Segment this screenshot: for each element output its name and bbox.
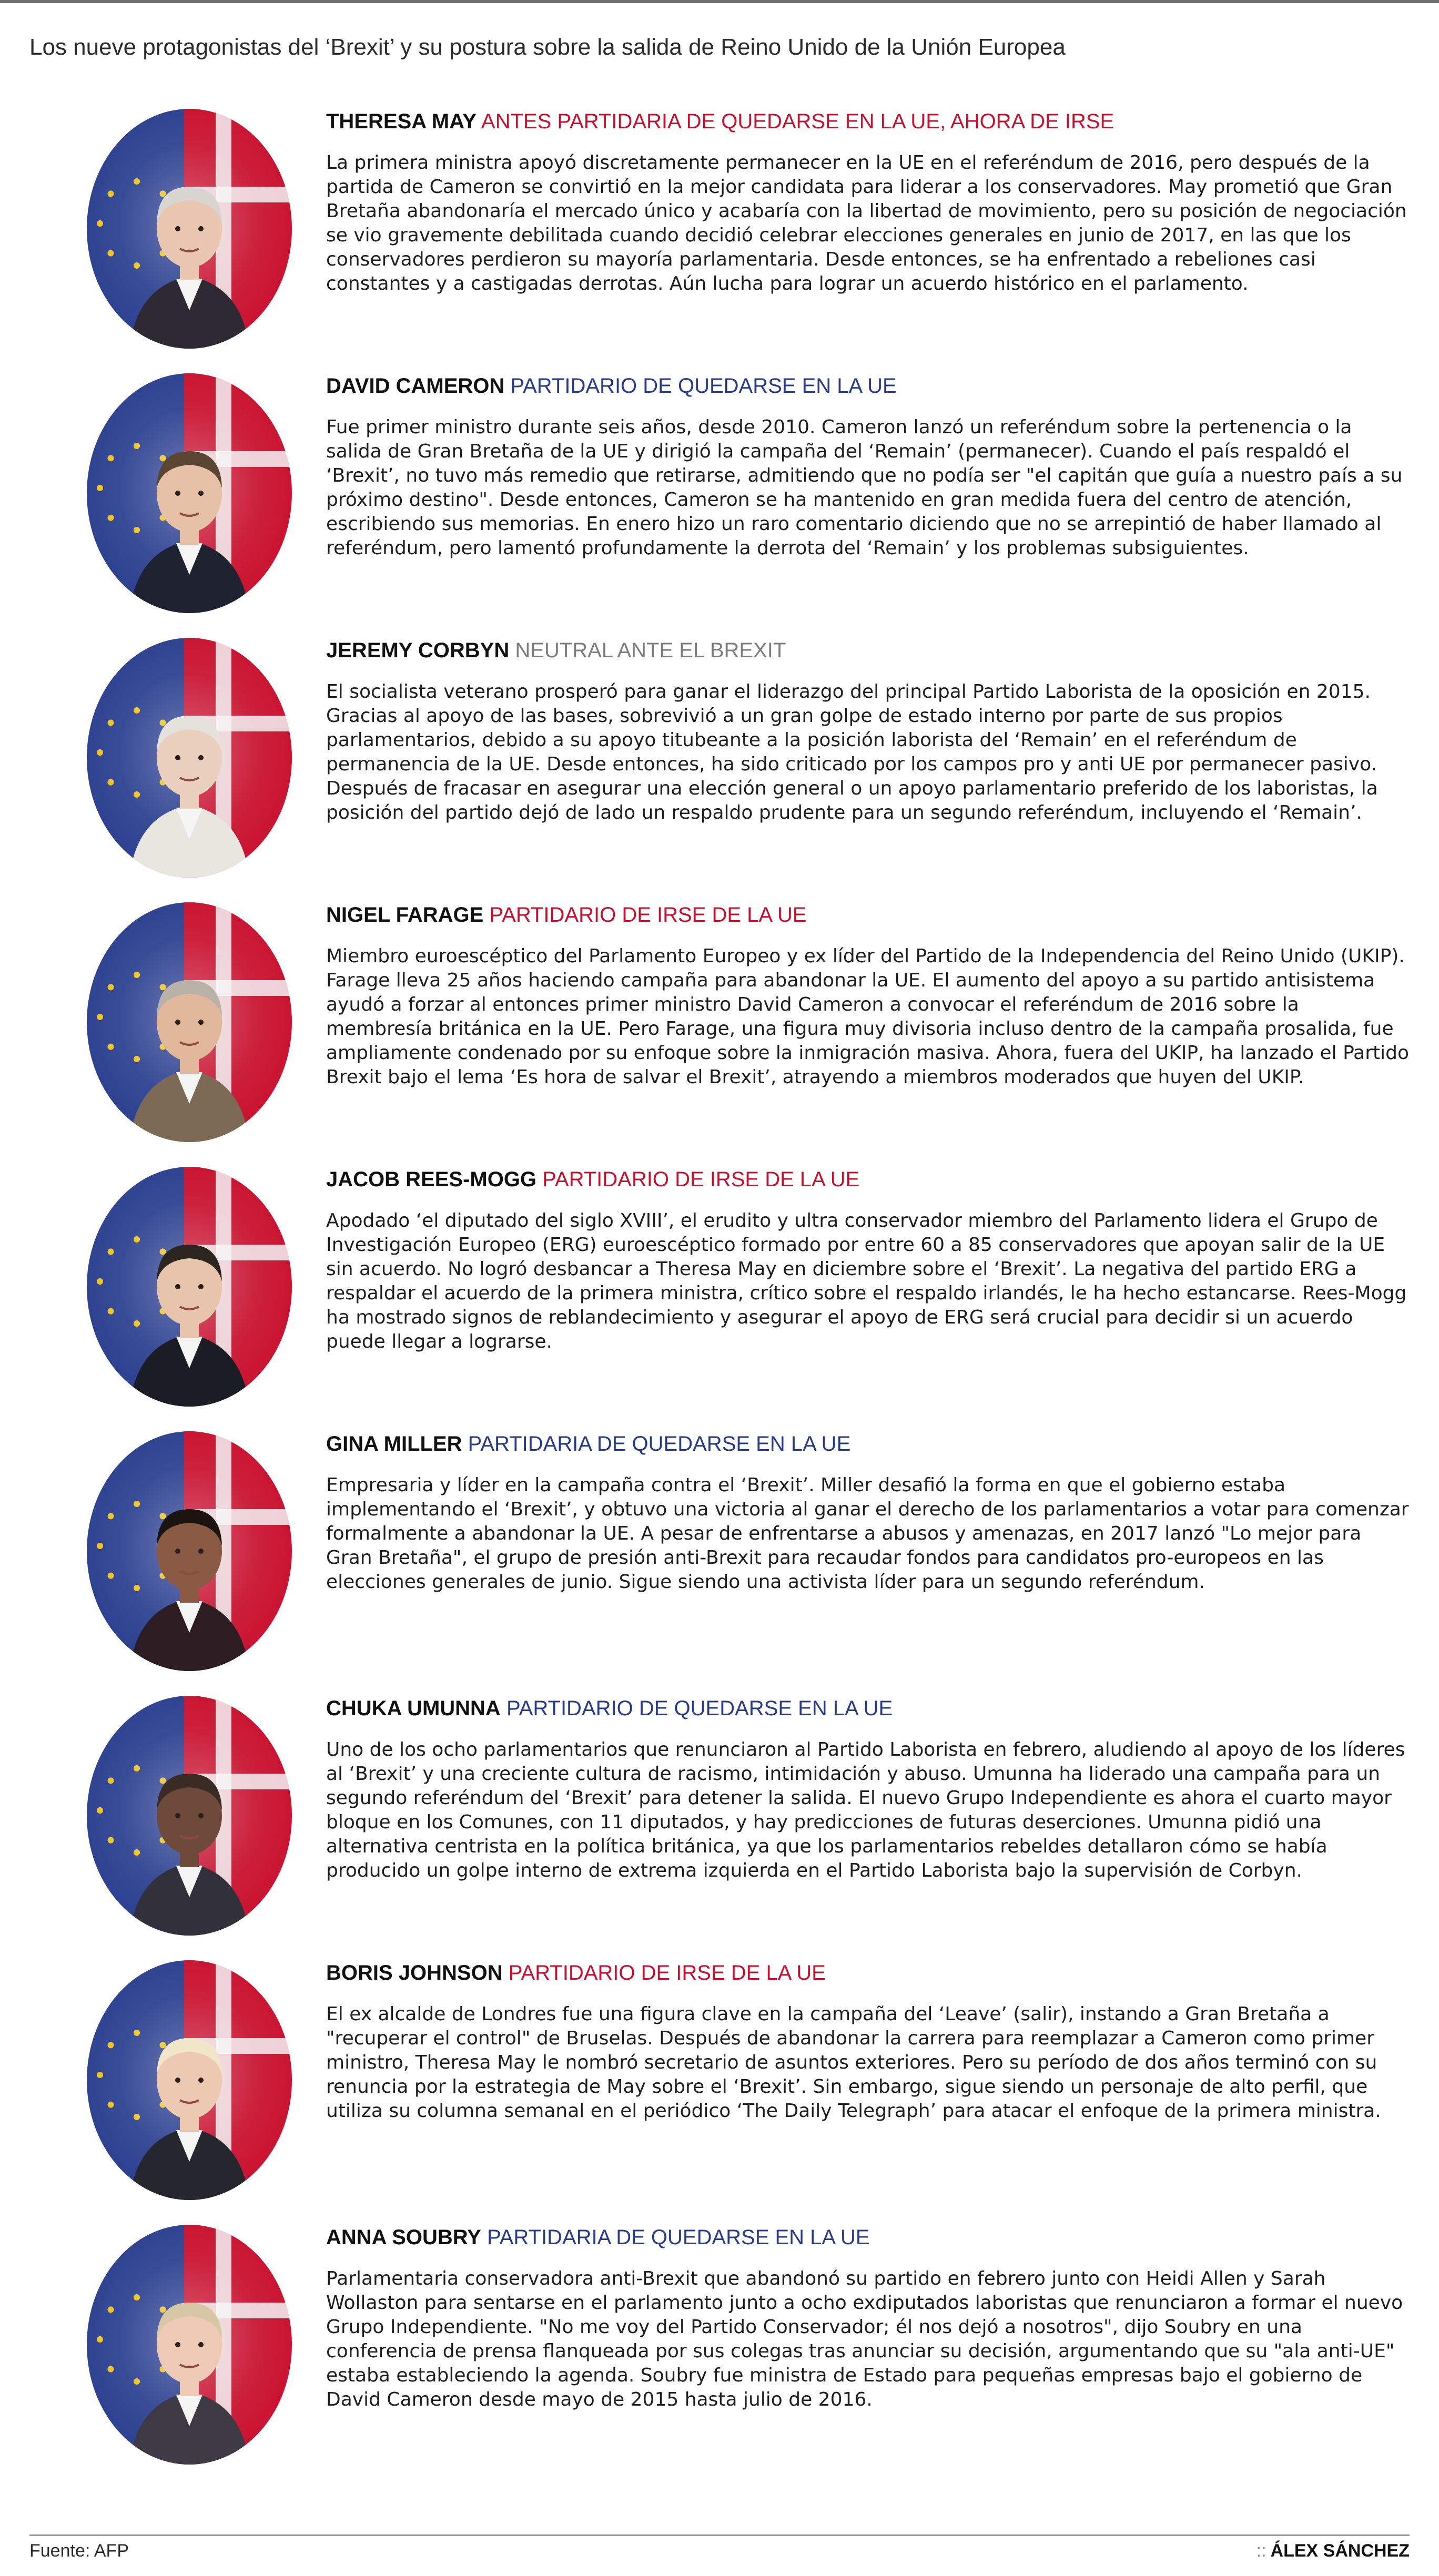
credit-name: ÁLEX SÁNCHEZ [1270, 2541, 1410, 2561]
profile-nigel-farage [0, 896, 1439, 1159]
profile-david-cameron [0, 367, 1439, 630]
portrait-icon [79, 1160, 300, 1413]
profile-bio: Fue primer ministro durante seis años, desde 2010. Cameron lanzó un referéndum sobre la pertenencia o la salida de Gran Bretaña de la UE y dirigió la campaña del ‘Remain’ (permanecer). Cuando el país respaldó el ‘Brexit’, no tuvo más remedio que retirarse, admitiendo que no podía ser "el capitán que guía a nuestro país a su próximo destino". Desde entonces, Cameron se ha mantenido en gran medida fuera del centro de atención, escribiendo sus memorias. En enero hizo un raro comentario diciendo que no se arrepintió de haber llamado al referéndum, pero lamentó profundamente la derrota del ‘Remain’ y los problemas subsiguientes. [326, 416, 1403, 559]
stance-label: PARTIDARIO DE IRSE DE LA UE [508, 1961, 826, 1984]
portrait-icon [79, 632, 300, 884]
person-name: NIGEL FARAGE [326, 903, 484, 926]
footer-rule [29, 2534, 1410, 2536]
person-name: GINA MILLER [326, 1432, 462, 1455]
profile-text [326, 1166, 1410, 1354]
person-name: ANNA SOUBRY [326, 2226, 481, 2249]
profile-boris-johnson [0, 1954, 1439, 2217]
stance-label: ANTES PARTIDARIA DE QUEDARSE EN LA UE, AHORA DE IRSE [481, 110, 1114, 133]
person-name: JEREMY CORBYN [326, 639, 510, 662]
stance-label: PARTIDARIO DE QUEDARSE EN LA UE [506, 1697, 893, 1720]
profile-text [326, 108, 1410, 296]
profile-text [326, 901, 1410, 1090]
person-name: BORIS JOHNSON [326, 1961, 503, 1984]
profile-gina-miller [0, 1425, 1439, 1688]
person-name: JACOB REES-MOGG [326, 1168, 537, 1191]
stance-label: PARTIDARIA DE QUEDARSE EN LA UE [487, 2226, 870, 2249]
stance-label: PARTIDARIO DE IRSE DE LA UE [489, 903, 807, 926]
profile-text [326, 2224, 1410, 2412]
stance-label: PARTIDARIA DE QUEDARSE EN LA UE [468, 1432, 851, 1455]
person-name: CHUKA UMUNNA [326, 1697, 501, 1720]
profile-chuka-umunna [0, 1689, 1439, 1952]
profile-text [326, 1430, 1410, 1594]
portrait-icon [79, 1425, 300, 1677]
profile-bio: Uno de los ocho parlamentarios que renunciaron al Partido Laborista en febrero, aludiendo al apoyo de los líderes al ‘Brexit’ y una creciente cultura de racismo, intimidación y abuso. Umunna ha liderado una campaña para un segundo referéndum del ‘Brexit’ para detener la salida. El nuevo Grupo Independiente es ahora el cuarto mayor bloque en los Comunes, con 11 diputados, y hay predicciones de futuras deserciones. Umunna pidió una alternativa centrista en la política británica, ya que los parlamentarios rebeldes detallaron cómo se había producido un golpe interno de extrema izquierda en el Partido Laborista bajo la supervisión de Corbyn. [326, 1739, 1405, 1881]
profile-heading [326, 637, 1410, 664]
profile-text [326, 1695, 1410, 1883]
page-title: Los nueve protagonistas del ‘Brexit’ y su postura sobre la salida de Reino Unido de la Unión Europea [29, 34, 1066, 60]
profile-heading [326, 901, 1410, 929]
profile-bio: Parlamentaria conservadora anti-Brexit que abandonó su partido en febrero junto con Heidi Allen y Sarah Wollaston para sentarse en el parlamento junto a ocho exdiputados laboristas que renunciaron a formar el nuevo Grupo Independiente. "No me voy del Partido Conservador; él nos dejó a nosotros", dijo Soubry en una conferencia de prensa flanqueada por sus colegas tras anunciar su decisión, argumentando que su "ala anti-UE" estaba estableciendo la agenda. Soubry fue ministra de Estado para pequeñas empresas bajo el gobierno de David Cameron desde mayo de 2015 hasta julio de 2016. [326, 2268, 1403, 2410]
profile-text [326, 372, 1410, 561]
profile-heading [326, 1695, 1410, 1722]
profile-bio: El ex alcalde de Londres fue una figura clave en la campaña del ‘Leave’ (salir), instando a Gran Bretaña a "recuperar el control" de Bruselas. Después de abandonar la carrera para reemplazar a Cameron como primer ministro, Theresa May le nombró secretario de asuntos exteriores. Pero su período de dos años terminó con su renuncia por la estrategia de May sobre el ‘Brexit’. Sin embargo, sigue siendo un personaje de alto perfil, que utiliza su columna semanal en el periódico ‘The Daily Telegraph’ para atacar el enfoque de la primera ministra. [326, 2003, 1381, 2122]
profile-theresa-may [0, 103, 1439, 365]
profile-heading [326, 1430, 1410, 1458]
profile-bio: La primera ministra apoyó discretamente permanecer en la UE en el referéndum de 2016, pero después de la partida de Cameron se convirtió en la mejor candidata para liderar a los conservadores. May prometió que Gran Bretaña abandonaría el mercado único y acabaría con la libertad de movimiento, pero su posición de negociación se vio gravemente debilitada cuando decidió celebrar elecciones generales en junio de 2017, en las que los conservadores perdieron su mayoría parlamentaria. Desde entonces, se ha enfrentado a rebeliones casi constantes y a castigadas derrotas. Aún lucha para lograr un acuerdo histórico en el parlamento. [326, 152, 1407, 294]
source-note: Fuente: AFP [29, 2541, 129, 2561]
profile-text [326, 1959, 1410, 2123]
profile-jacob-rees-mogg [0, 1160, 1439, 1423]
profile-heading [326, 108, 1410, 135]
person-name: DAVID CAMERON [326, 374, 505, 398]
profile-bio: Miembro euroescéptico del Parlamento Europeo y ex líder del Partido de la Independencia del Reino Unido (UKIP). Farage lleva 25 años haciendo campaña para abandonar la UE. El aumento del apoyo a su partido antisistema ayudó a forzar al entonces primer ministro David Cameron a convocar el referéndum de 2016 sobre la membresía británica en la UE. Pero Farage, una figura muy divisoria incluso dentro de la campaña prosalida, fue ampliamente condenado por su enfoque sobre la inmigración masiva. Ahora, fuera del UKIP, ha lanzado el Partido Brexit bajo el lema ‘Es hora de salvar el Brexit’, atrayendo a miembros moderados que huyen del UKIP. [326, 945, 1410, 1088]
top-rule [0, 0, 1439, 3]
portrait-icon [79, 367, 300, 619]
portrait-icon [79, 1954, 300, 2206]
portrait-icon [79, 1689, 300, 1942]
stance-label: NEUTRAL ANTE EL BREXIT [515, 639, 786, 662]
portrait-icon [79, 103, 300, 355]
profile-heading [326, 2224, 1410, 2251]
profile-bio: Apodado ‘el diputado del siglo XVIII’, el erudito y ultra conservador miembro del Parlamento lidera el Grupo de Investigación Europeo (ERG) euroescéptico formado por entre 60 a 85 conservadores que apoyan salir de la UE sin acuerdo. No logró desbancar a Theresa May en diciembre sobre el ‘Brexit’. La negativa del partido ERG a respaldar el acuerdo de la primera ministra, crítico sobre el respaldo irlandés, le ha hecho estancarse. Rees-Mogg ha mostrado signos de reblandecimiento y asegurar el apoyo de ERG será crucial para decidir si un acuerdo puede llegar a lograrse. [326, 1210, 1407, 1352]
profile-heading [326, 1166, 1410, 1193]
profile-heading [326, 1959, 1410, 1987]
person-name: THERESA MAY [326, 110, 477, 133]
profile-bio: Empresaria y líder en la campaña contra el ‘Brexit’. Miller desafió la forma en que el gobierno estaba implementando el ‘Brexit’, y obtuvo una victoria al ganar el derecho de los parlamentarios a votar para comenzar formalmente a abandonar la UE. A pesar de enfrentarse a abusos y amenazas, en 2017 lanzó "Lo mejor para Gran Bretaña", el grupo de presión anti-Brexit para recaudar fondos para candidatos pro-europeos en las elecciones generales de junio. Sigue siendo una activista líder para un segundo referéndum. [326, 1474, 1409, 1593]
profile-anna-soubry [0, 2218, 1439, 2481]
author-credit [1256, 2541, 1410, 2561]
profile-jeremy-corbyn [0, 632, 1439, 894]
portrait-icon [79, 2218, 300, 2471]
profile-bio: El socialista veterano prosperó para ganar el liderazgo del principal Partido Laborista de la oposición en 2015. Gracias al apoyo de las bases, sobrevivió a un gran golpe de estado interno por parte de sus propios parlamentarios, debido a su apoyo titubeante a la posición laborista del ‘Remain’ en el referéndum de permanencia de la UE. Desde entonces, ha sido criticado por los campos pro y anti UE por permanecer pasivo. Después de fracasar en asegurar una elección general o un apoyo parlamentario preferido de los laboristas, la posición del partido dejó de lado un respaldo prudente para un segundo referéndum, incluyendo el ‘Remain’. [326, 681, 1378, 823]
stance-label: PARTIDARIO DE IRSE DE LA UE [542, 1168, 860, 1191]
profile-text [326, 637, 1410, 825]
stance-label: PARTIDARIO DE QUEDARSE EN LA UE [510, 374, 897, 398]
portrait-icon [79, 896, 300, 1148]
profile-heading [326, 372, 1410, 400]
credit-prefix: :: [1256, 2541, 1266, 2561]
